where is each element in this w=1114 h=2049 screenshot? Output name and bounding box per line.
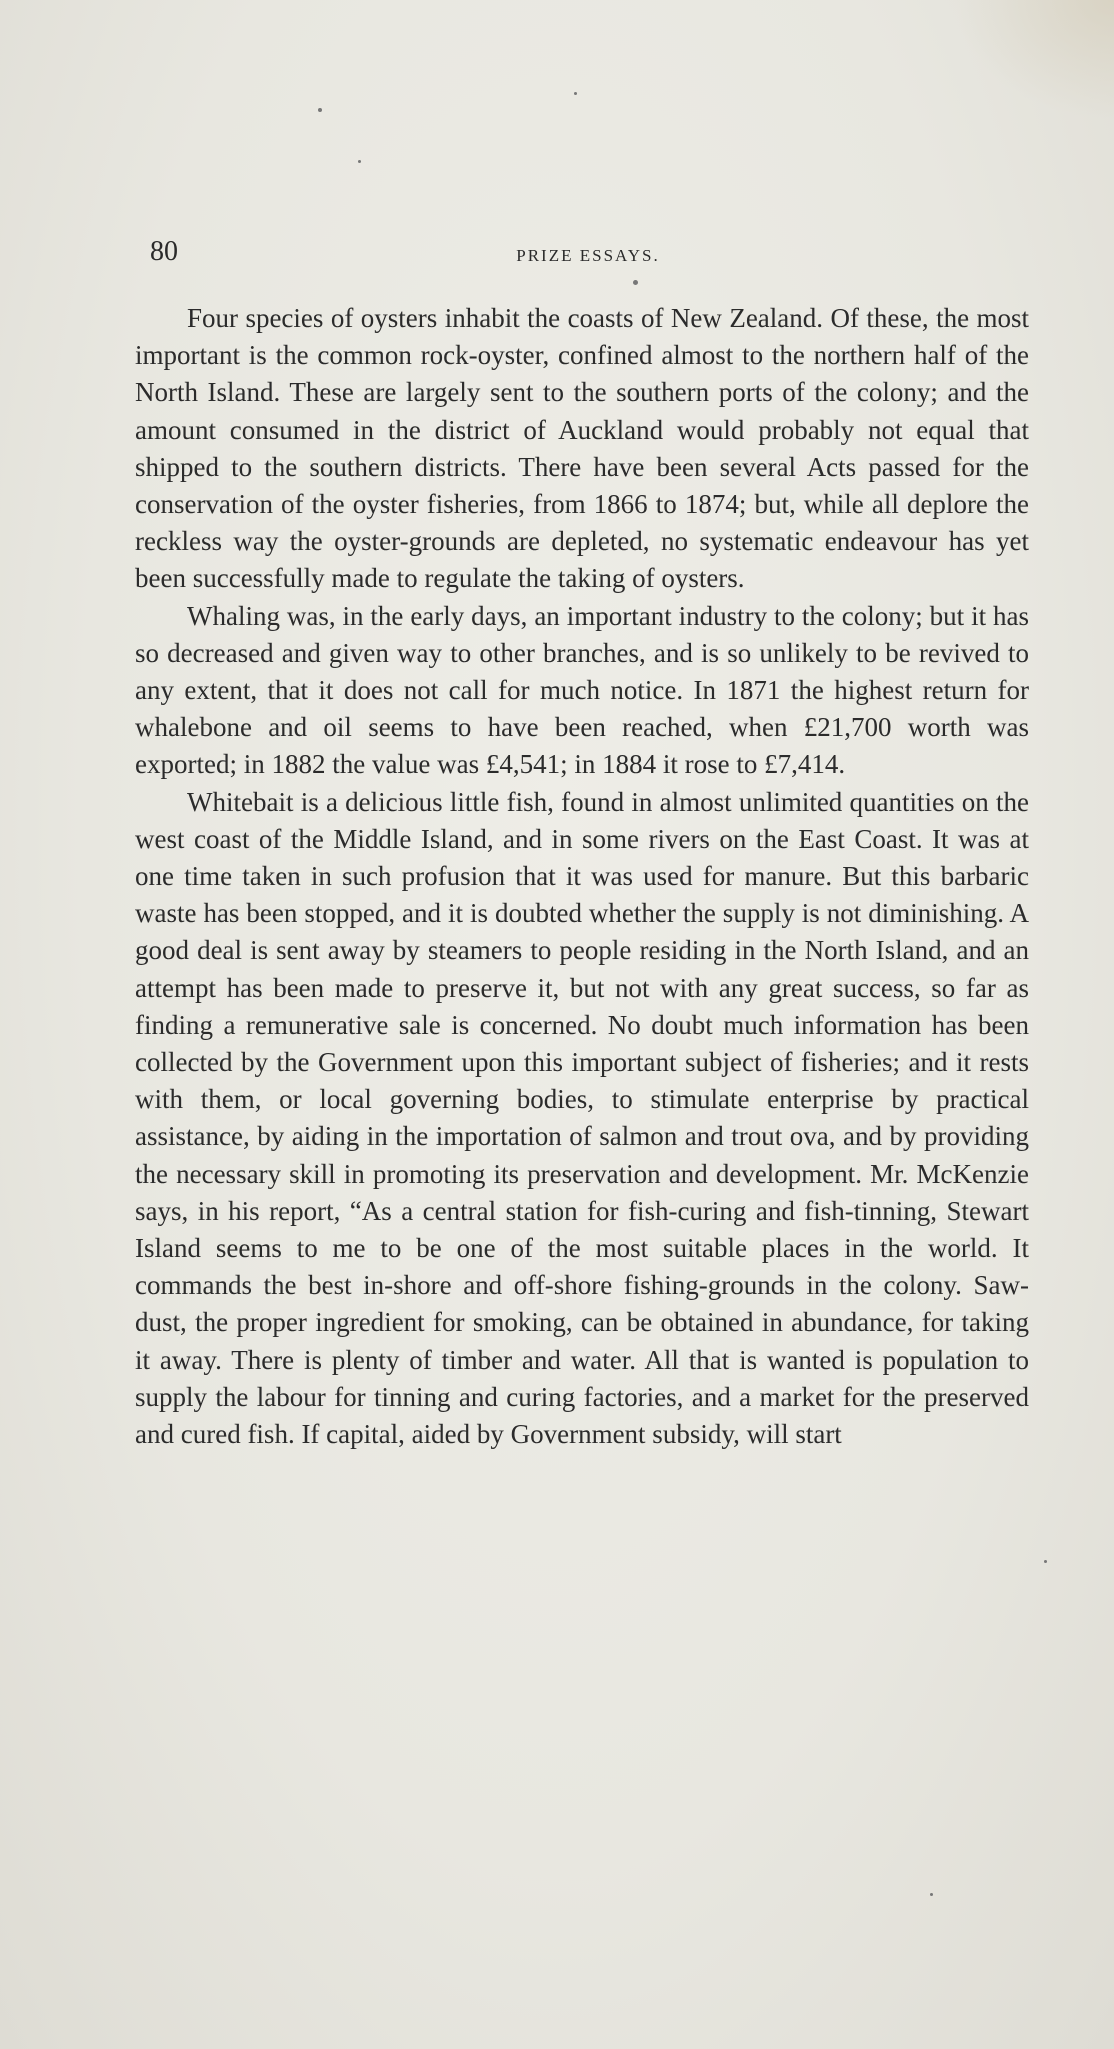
page-header [150, 236, 1026, 272]
paper-speck [358, 160, 361, 163]
paper-speck [574, 92, 577, 95]
running-title: PRIZE ESSAYS. [516, 246, 660, 265]
body-text [135, 300, 1029, 1453]
paper-speck [633, 280, 638, 285]
paper-speck [1044, 1560, 1047, 1563]
paper-speck [318, 108, 322, 112]
paper-speck [930, 1893, 933, 1896]
page-number: 80 [150, 236, 178, 267]
paragraph-oysters: Four species of oysters inhabit the coasts of New Zealand. Of these, the most important is the common rock-oyster, confined almost to the northern half of the North Island. These are largely sent to the southern ports of the colony; and the amount consumed in the district of Auckland would probably not equal that shipped to the southern districts. There have been several Acts passed for the conservation of the oyster fisheries, from 1866 to 1874; but, while all deplore the reckless way the oyster-grounds are depleted, no systematic endeavour has yet been successfully made to regulate the taking of oysters. [135, 303, 1029, 594]
paragraph-whaling: Whaling was, in the early days, an important industry to the colony; but it has so decreased and given way to other branches, and is so unlikely to be revived to any extent, that it does not call for much notice. In 1871 the highest return for whalebone and oil seems to have been reached, when £21,700 worth was exported; in 1882 the value was £4,541; in 1884 it rose to £7,414. [135, 600, 1029, 780]
paragraph-whitebait: Whitebait is a delicious little fish, found in almost unlimited quantities on the west coast of the Middle Island, and in some rivers on the East Coast. It was at one time taken in such profusion that it was used for manure. But this barbaric waste has been stopped, and it is doubted whether the supply is not diminishing. A good deal is sent away by steamers to people residing in the North Island, and an attempt has been made to preserve it, but not with any great success, so far as finding a remunerative sale is concerned. No doubt much information has been collected by the Government upon this important subject of fisheries; and it rests with them, or local governing bodies, to stimulate enterprise by practical assistance, by aiding in the importation of salmon and trout ova, and by providing the necessary skill in promoting its preservation and development. Mr. McKenzie says, in his report, “As a central station for fish-curing and fish-tinning, Stewart Island seems to me to be one of the most suitable places in the world. It commands the best in-shore and off-shore fishing-grounds in the colony. Saw-dust, the proper ingredient for smoking, can be obtained in abundance, for taking it away. There is plenty of timber and water. All that is wanted is population to supply the labour for tinning and curing factories, and a market for the preserved and cured fish. If capital, aided by Government subsidy, will start [135, 786, 1029, 1450]
